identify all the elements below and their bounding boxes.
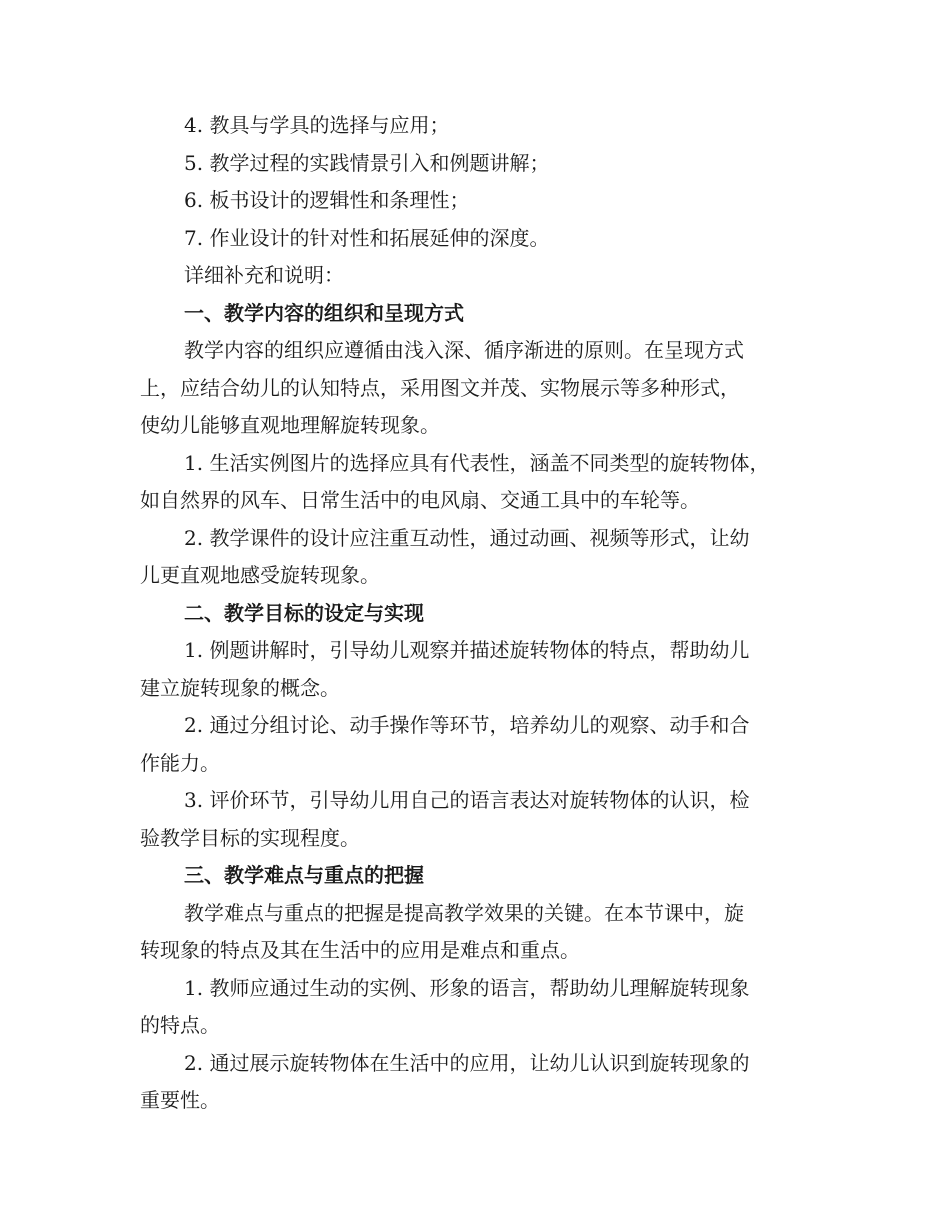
- list-item: 6. 板书设计的逻辑性和条理性；: [184, 188, 470, 212]
- section-heading: 一、教学内容的组织和呈现方式: [184, 300, 464, 325]
- paragraph-line: 如自然界的风车、日常生活中的电风扇、交通工具中的车轮等。: [140, 488, 700, 512]
- paragraph-line: 转现象的特点及其在生活中的应用是难点和重点。: [140, 938, 580, 962]
- list-item: 7. 作业设计的针对性和拓展延伸的深度。: [184, 225, 550, 250]
- paragraph-line: 2. 通过分组讨论、动手操作等环节，培养幼儿的观察、动手和合: [184, 713, 750, 737]
- intro-text: 详细补充和说明：: [184, 263, 344, 287]
- paragraph-line: 重要性。: [140, 1088, 220, 1112]
- paragraph-line: 2. 通过展示旋转物体在生活中的应用，让幼儿认识到旋转现象的: [184, 1050, 750, 1075]
- paragraph-line: 使幼儿能够直观地理解旋转现象。: [140, 413, 440, 437]
- paragraph-line: 建立旋转现象的概念。: [140, 675, 340, 700]
- section-heading: 二、教学目标的设定与实现: [184, 600, 424, 625]
- paragraph-line: 作能力。: [140, 750, 220, 775]
- section-heading: 三、教学难点与重点的把握: [184, 863, 424, 887]
- paragraph-line: 2. 教学课件的设计应注重互动性，通过动画、视频等形式，让幼: [184, 525, 750, 550]
- paragraph-line: 的特点。: [140, 1013, 220, 1037]
- paragraph-line: 验教学目标的实现程度。: [140, 825, 360, 850]
- paragraph-line: 3. 评价环节，引导幼儿用自己的语言表达对旋转物体的认识，检: [184, 788, 750, 812]
- paragraph-line: 教学内容的组织应遵循由浅入深、循序渐进的原则。在呈现方式: [184, 338, 744, 362]
- document-body: [140, 107, 820, 1120]
- list-item: 5. 教学过程的实践情景引入和例题讲解；: [184, 150, 550, 175]
- paragraph-line: 1. 例题讲解时，引导幼儿观察并描述旋转物体的特点，帮助幼儿: [184, 638, 750, 662]
- list-item: 4. 教具与学具的选择与应用；: [184, 113, 450, 137]
- paragraph-line: 1. 教师应通过生动的实例、形象的语言，帮助幼儿理解旋转现象: [184, 975, 750, 1000]
- paragraph-line: 教学难点与重点的把握是提高教学效果的关键。在本节课中，旋: [184, 900, 744, 925]
- paragraph-line: 儿更直观地感受旋转现象。: [140, 563, 380, 587]
- paragraph-line: 1. 生活实例图片的选择应具有代表性，涵盖不同类型的旋转物体，: [184, 450, 770, 475]
- paragraph-line: 上，应结合幼儿的认知特点，采用图文并茂、实物展示等多种形式，: [140, 375, 740, 400]
